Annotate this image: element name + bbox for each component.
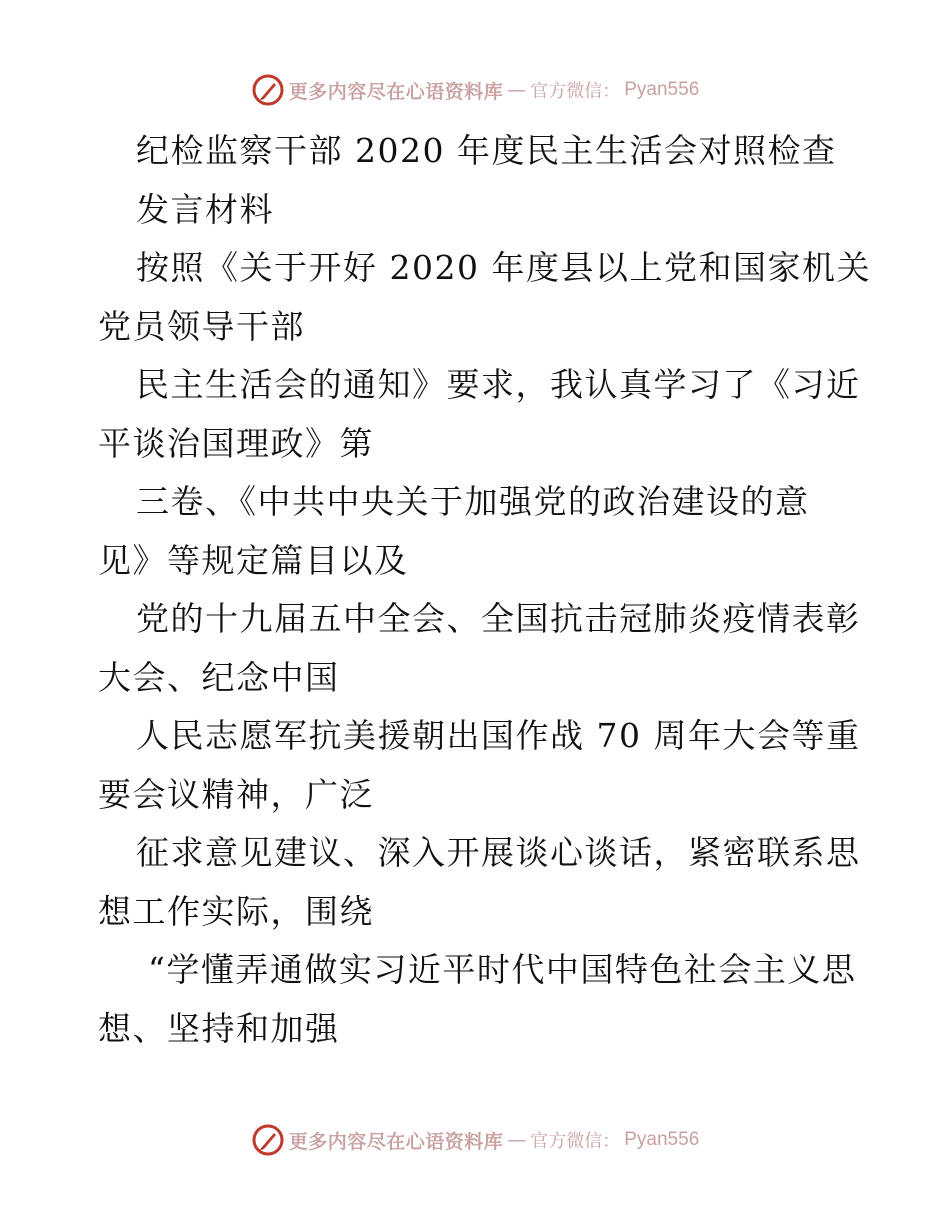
footer-banner-inner bbox=[251, 1123, 700, 1157]
paragraph-line: 要会议精神，广泛 bbox=[98, 774, 374, 814]
header-banner-inner bbox=[251, 73, 700, 107]
paragraph-line: 民主生活会的通知》要求，我认真学习了《习近 bbox=[136, 365, 861, 404]
paragraph-line: 大会、纪念中国 bbox=[98, 657, 340, 697]
paragraph-line: 想、坚持和加强 bbox=[98, 1008, 340, 1048]
banner-main-text: 更多内容尽在心语资料库 bbox=[288, 80, 504, 103]
paragraph-line: 平谈治国理政》第 bbox=[98, 423, 374, 463]
paragraph-line: 想工作实际，围绕 bbox=[98, 891, 374, 931]
paragraph-line: 党员领导干部 bbox=[98, 306, 305, 346]
paragraph-line: 三卷、《中共中央关于加强党的政治建设的意 bbox=[136, 482, 810, 521]
pen-logo-icon bbox=[251, 73, 285, 107]
banner-wechat-label: 官方微信： bbox=[530, 81, 621, 102]
banner-wechat-label: 官方微信： bbox=[530, 1131, 621, 1152]
paragraph-line: 党的十九届五中全会、全国抗击冠肺炎疫情表彰 bbox=[136, 599, 861, 638]
paragraph-line: 人民志愿军抗美援朝出国作战 70 周年大会等重 bbox=[136, 716, 861, 755]
paragraph-line: 征求意见建议、深入开展谈心谈话，紧密联系思 bbox=[136, 833, 861, 872]
footer-banner bbox=[0, 1120, 950, 1160]
banner-wechat-id: Pyan556 bbox=[624, 79, 700, 100]
paragraph-line: 按照《关于开好 2020 年度县以上党和国家机关 bbox=[136, 248, 871, 287]
header-banner bbox=[0, 70, 950, 110]
document-body bbox=[98, 122, 871, 1058]
pen-logo-icon bbox=[251, 1123, 285, 1157]
banner-wechat-id: Pyan556 bbox=[624, 1129, 700, 1150]
banner-dash: — bbox=[507, 79, 527, 101]
paragraph-line: “学懂弄通做实习近平时代中国特色社会主义思 bbox=[148, 950, 857, 989]
banner-dash: — bbox=[507, 1129, 527, 1151]
document-title-line: 发言材料 bbox=[136, 189, 274, 229]
paragraph-line: 见》等规定篇目以及 bbox=[98, 540, 409, 580]
banner-main-text: 更多内容尽在心语资料库 bbox=[288, 1130, 504, 1153]
document-title-line: 纪检监察干部 2020 年度民主生活会对照检查 bbox=[136, 131, 837, 170]
